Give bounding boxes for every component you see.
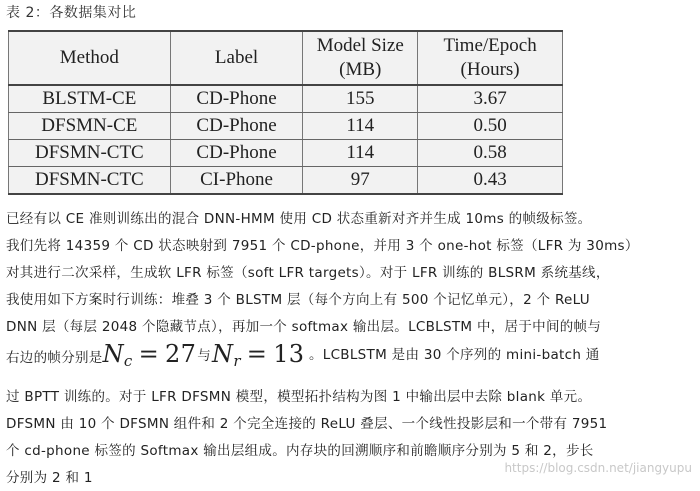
- header-method: [9, 31, 171, 85]
- cell-label: CI-Phone: [170, 167, 303, 195]
- cell-method: DFSMN-CTC: [9, 140, 171, 167]
- header-line: Method: [59, 47, 119, 68]
- formula-nc: [103, 340, 197, 368]
- formula-line: [6, 340, 694, 370]
- body-line: 已经有以 CE 准则训练出的混合 DNN-HMM 使用 CD 状态重新对齐并生成 10ms 的帧级标签。: [6, 211, 592, 227]
- comparison-table: [8, 30, 563, 195]
- table-row: [9, 140, 563, 167]
- cell-model-size: 114: [303, 113, 418, 140]
- header-line: Time/Epoch: [443, 35, 537, 56]
- cell-model-size: 155: [303, 85, 418, 113]
- header-unit: (MB): [339, 59, 382, 80]
- body-line: 分别为 2 和 1: [6, 470, 93, 486]
- header-line: Label: [214, 47, 259, 68]
- watermark-url: https://blog.csdn.net/jiangyupu: [504, 461, 692, 475]
- cell-time-epoch: 3.67: [418, 85, 563, 113]
- table-row: [9, 113, 563, 140]
- table-caption: 表 2：各数据集对比: [6, 5, 137, 21]
- cell-time-epoch: 0.58: [418, 140, 563, 167]
- cell-method: DFSMN-CE: [9, 113, 171, 140]
- table-header-row: [9, 31, 563, 85]
- formula-connector: 与: [197, 348, 211, 364]
- cell-label: CD-Phone: [170, 113, 303, 140]
- math-equals: =: [246, 340, 268, 368]
- cell-method: DFSMN-CTC: [9, 167, 171, 195]
- header-label: [170, 31, 303, 85]
- cell-time-epoch: 0.50: [418, 113, 563, 140]
- header-time-epoch: [418, 31, 563, 85]
- header-unit: (Hours): [460, 59, 520, 80]
- body-line: 个 cd-phone 标签的 Softmax 输出层组成。内存块的回溯顺序和前瞻顺序分别为 5 和 2，步长: [6, 443, 594, 459]
- math-subscript: r: [233, 352, 241, 370]
- body-line: 我们先将 14359 个 CD 状态映射到 7951 个 CD-phone，并用 3 个 one-hot 标签（LFR 为 30ms）: [6, 238, 639, 254]
- cell-method: BLSTM-CE: [9, 85, 171, 113]
- formula-prefix: 右边的帧分别是: [6, 350, 103, 366]
- body-line: 过 BPTT 训练的。对于 LFR DFSMN 模型，模型拓扑结构为图 1 中输出层中去除 blank 单元。: [6, 389, 592, 405]
- cell-model-size: 114: [303, 140, 418, 167]
- table-row: [9, 167, 563, 195]
- math-value: 27: [165, 340, 197, 368]
- math-symbol: N: [212, 340, 234, 368]
- math-symbol: N: [102, 340, 124, 368]
- header-line: Model Size: [316, 35, 404, 56]
- body-line: 我使用如下方案时行训练：堆叠 3 个 BLSTM 层（每个方向上有 500 个记忆单元），2 个 ReLU: [6, 292, 590, 308]
- cell-label: CD-Phone: [170, 140, 303, 167]
- body-line: 对其进行二次采样，生成软 LFR 标签（soft LFR targets）。对于 LFR 训练的 BLSRM 系统基线，: [6, 265, 610, 281]
- cell-label: CD-Phone: [170, 85, 303, 113]
- formula-nr: [212, 340, 304, 368]
- header-model-size: [303, 31, 418, 85]
- math-equals: =: [138, 340, 160, 368]
- math-value: 13: [273, 340, 305, 368]
- math-subscript: c: [123, 352, 133, 370]
- table-row: [9, 85, 563, 113]
- cell-time-epoch: 0.43: [418, 167, 563, 195]
- formula-suffix: 。LCBLSTM 是由 30 个序列的 mini-batch 通: [308, 347, 600, 363]
- cell-model-size: 97: [303, 167, 418, 195]
- body-line: DNN 层（每层 2048 个隐藏节点），再加一个 softmax 输出层。LCBLSTM 中，居于中间的帧与: [6, 319, 602, 335]
- body-line: DFSMN 由 10 个 DFSMN 组件和 2 个完全连接的 ReLU 叠层、一个线性投影层和一个带有 7951: [6, 416, 608, 432]
